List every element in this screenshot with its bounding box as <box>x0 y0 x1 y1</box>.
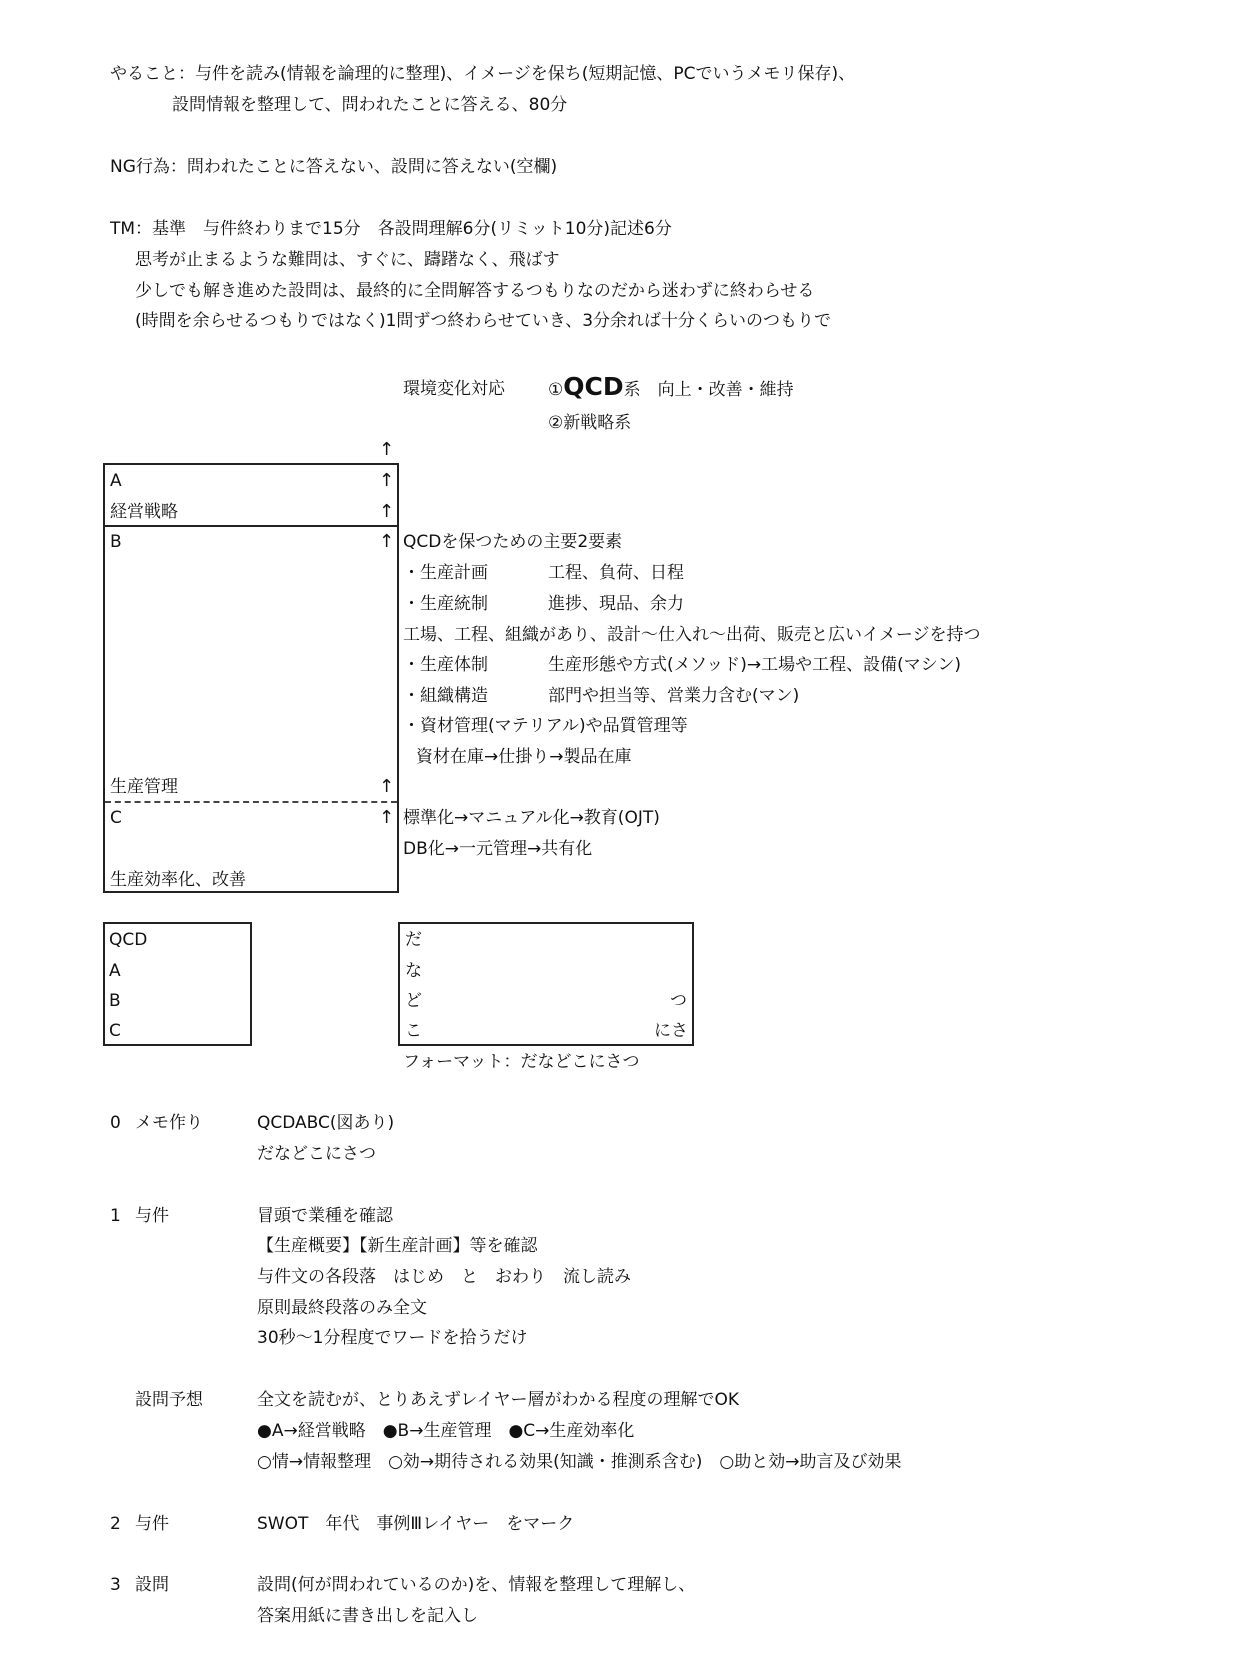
step-line: 30秒～1分程度でワードを拾うだけ <box>257 1328 528 1348</box>
layer-b-label: B <box>110 532 122 552</box>
tm-line-1: TM：基準 与件終わりまで15分 各設問理解6分(リミット10分)記述6分 <box>110 219 672 239</box>
note-line: ・組織構造 <box>403 686 488 706</box>
memo-line: A <box>109 961 121 981</box>
note-line: ・生産統制 <box>403 594 488 614</box>
env-item-1 <box>548 372 794 405</box>
env-item-2: ②新戦略系 <box>548 413 632 433</box>
step-line: SWOT 年代 事例Ⅲレイヤー をマーク <box>257 1514 575 1534</box>
note-line: 標準化→マニュアル化→教育(OJT) <box>403 808 660 828</box>
arrow-up-icon: ↑ <box>379 776 395 797</box>
memo-line: C <box>109 1021 121 1041</box>
note-line: DB化→一元管理→共有化 <box>403 839 593 859</box>
step-line: 冒頭で業種を確認 <box>257 1206 393 1226</box>
tm-line-4: (時間を余らせるつもりではなく)1問ずつ終わらせていき、3分余れば十分くらいのつもりで <box>135 311 832 331</box>
note-detail: 部門や担当等、営業力含む(マン) <box>548 686 800 706</box>
step-line: ●A→経営戦略 ●B→生産管理 ●C→生産効率化 <box>257 1421 635 1441</box>
note-line: ・資材管理(マテリアル)や品質管理等 <box>403 716 688 736</box>
step-line: だなどこにさつ <box>257 1144 376 1164</box>
arrow-up-icon: ↑ <box>379 470 395 491</box>
layer-diagram-box <box>103 463 399 893</box>
step-line: 答案用紙に書き出しを記入し <box>257 1606 478 1626</box>
layer-a-label: A <box>110 471 122 491</box>
step-label: 設問 <box>135 1575 169 1595</box>
step-label: 設問予想 <box>135 1390 203 1410</box>
step-line: 設問(何が問われているのか)を、情報を整理して理解し、 <box>257 1575 696 1595</box>
note-line: ・生産体制 <box>403 655 488 675</box>
note-line: ・生産計画 <box>403 563 488 583</box>
env-item-1-suffix: 系 向上・改善・維持 <box>623 380 794 400</box>
note-line: 資材在庫→仕掛り→製品在庫 <box>416 747 632 767</box>
note-detail: 工程、負荷、日程 <box>548 563 684 583</box>
divider-a-b <box>103 525 399 527</box>
yarukoto-line-1: やること：与件を読み(情報を論理的に整理)、イメージを保ち(短期記憶、PCでいうメモリ保存)、 <box>110 64 856 84</box>
format-right-nisa: にさ <box>654 1021 688 1041</box>
divider-b-c <box>105 801 397 803</box>
tm-line-3: 少しでも解き進めた設問は、最終的に全問解答するつもりなのだから迷わずに終わらせる <box>135 281 815 301</box>
step-label: 与件 <box>135 1206 169 1226</box>
step-number: 0 <box>110 1113 121 1133</box>
layer-a-name: 経営戦略 <box>110 502 178 522</box>
format-left: だ <box>405 930 422 950</box>
step-line: 与件文の各段落 はじめ と おわり 流し読み <box>257 1267 631 1287</box>
step-line: 全文を読むが、とりあえずレイヤー層がわかる程度の理解でOK <box>257 1390 739 1410</box>
arrow-up-icon: ↑ <box>379 501 395 522</box>
arrow-up-icon: ↑ <box>379 807 395 828</box>
format-right-tsu: つ <box>670 991 687 1011</box>
step-line: 【生産概要】【新生産計画】等を確認 <box>257 1236 538 1256</box>
tm-line-2: 思考が止まるような難問は、すぐに、躊躇なく、飛ばす <box>135 250 560 270</box>
step-number: 1 <box>110 1206 121 1226</box>
note-detail: 生産形態や方式(メソッド)→工場や工程、設備(マシン) <box>548 655 961 675</box>
note-line: QCDを保つための主要2要素 <box>403 532 623 552</box>
env-label: 環境変化対応 <box>403 379 505 399</box>
format-left: な <box>405 961 422 981</box>
step-line: 原則最終段落のみ全文 <box>257 1298 427 1318</box>
step-label: メモ作り <box>135 1113 203 1133</box>
arrow-up-icon: ↑ <box>379 439 395 460</box>
step-line: ○情→情報整理 ○効→期待される効果(知識・推測系含む) ○助と効→助言及び効果 <box>257 1452 902 1472</box>
arrow-up-icon: ↑ <box>379 531 395 552</box>
step-label: 与件 <box>135 1514 169 1534</box>
env-item-1-prefix: ① <box>548 380 564 400</box>
yarukoto-line-2: 設問情報を整理して、問われたことに答える、80分 <box>172 95 568 115</box>
step-line: QCDABC(図あり) <box>257 1113 395 1133</box>
note-line: 工場、工程、組織があり、設計～仕入れ～出荷、販売と広いイメージを持つ <box>403 625 981 645</box>
layer-c-label: C <box>110 808 122 828</box>
step-number: 3 <box>110 1575 121 1595</box>
env-item-1-qcd: QCD <box>563 372 624 401</box>
format-caption: フォーマット：だなどこにさつ <box>403 1052 640 1072</box>
note-detail: 進捗、現品、余力 <box>548 594 684 614</box>
layer-b-name: 生産管理 <box>110 777 178 797</box>
layer-c-name: 生産効率化、改善 <box>110 870 246 890</box>
memo-line: QCD <box>109 930 148 950</box>
step-number: 2 <box>110 1514 121 1534</box>
format-left: ど <box>405 991 422 1011</box>
memo-line: B <box>109 991 121 1011</box>
format-left: こ <box>405 1021 422 1041</box>
ng-line: NG行為：問われたことに答えない、設問に答えない(空欄) <box>110 157 558 177</box>
format-box <box>398 922 694 1046</box>
